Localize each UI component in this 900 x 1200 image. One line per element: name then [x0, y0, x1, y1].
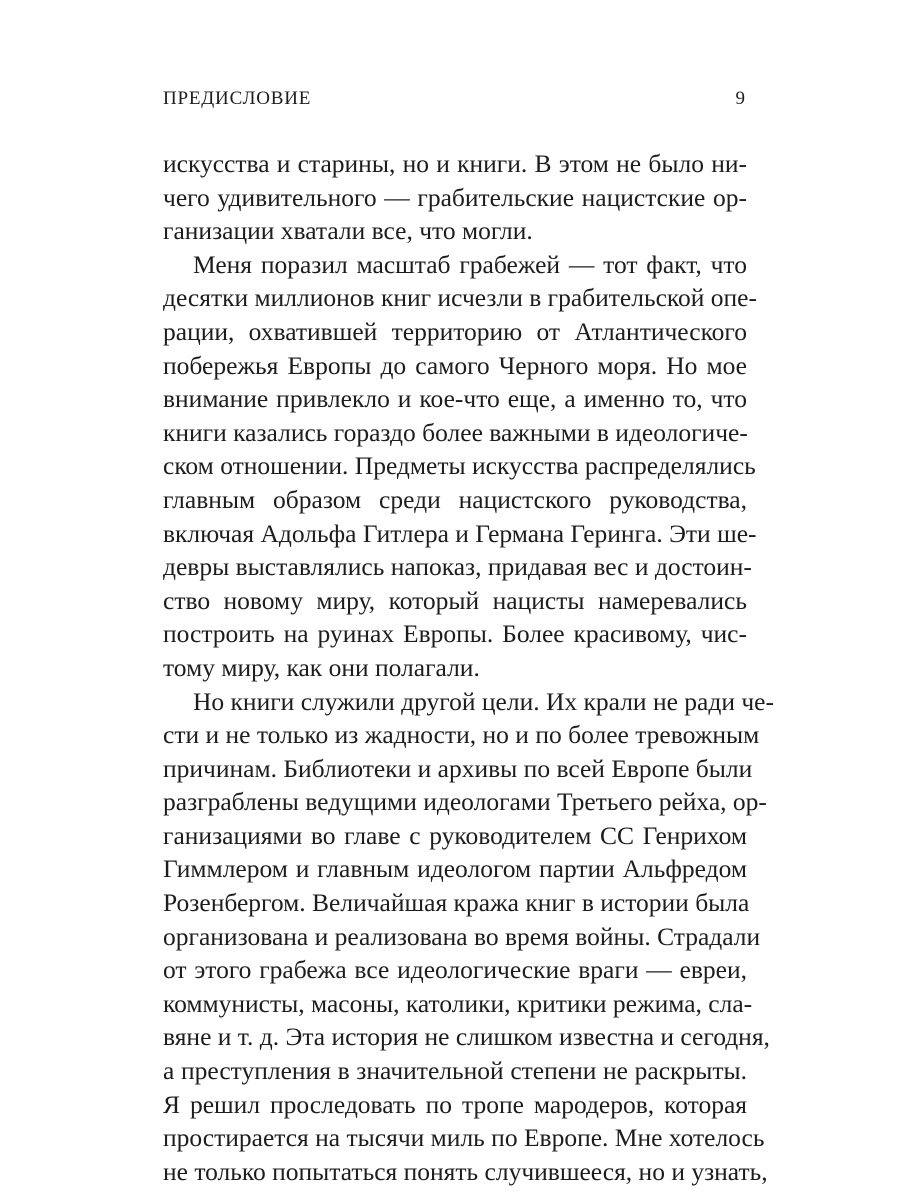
text-line: построить на руинах Европы. Более красивому, чис- — [163, 619, 747, 649]
text-line: ганизации хватали все, что могли. — [163, 216, 533, 246]
text-line: главным образом среди нацистского руководства, — [163, 484, 747, 514]
section-title: ПРЕДИСЛОВИЕ — [163, 88, 312, 109]
text-line: ском отношении. Предметы искусства распределялись — [163, 451, 756, 481]
text-line: рации, охватившей территорию от Атлантического — [163, 316, 747, 346]
text-line: девры выставлялись напоказ, придавая вес и достоин- — [163, 552, 752, 582]
text-line: чего удивительного — грабительские нацистские ор- — [163, 182, 747, 212]
running-header — [163, 84, 745, 114]
body-text — [163, 147, 774, 1188]
page-number: 9 — [735, 88, 745, 109]
text-line: книги казались гораздо более важными в идеологиче- — [163, 417, 748, 447]
text-line: вяне и т. д. Эта история не слишком известна и сегодня, — [163, 1022, 770, 1052]
paragraph — [163, 685, 774, 1189]
text-line: Розенбергом. Величайшая кража книг в истории была — [163, 888, 750, 918]
text-line: искусства и старины, но и книги. В этом не было ни- — [163, 149, 747, 178]
text-line: не только попытаться понять случившееся, но и узнать, — [163, 1156, 768, 1186]
text-line: тому миру, как они полагали. — [163, 652, 480, 682]
text-line: простирается на тысячи миль по Европе. Мне хотелось — [163, 1123, 765, 1153]
text-line: Меня поразил масштаб грабежей — тот факт, что — [193, 249, 747, 279]
paragraph — [163, 248, 757, 685]
text-line: причинам. Библиотеки и архивы по всей Европе были — [163, 753, 753, 783]
text-line: внимание привлекло и кое-что еще, а именно то, что — [163, 384, 747, 414]
text-line: побережья Европы до самого Черного моря. Но мое — [163, 350, 747, 380]
text-line: а преступления в значительной степени не раскрыты. — [163, 1056, 747, 1086]
text-line: коммунисты, масоны, католики, критики режима, сла- — [163, 988, 753, 1018]
text-line: ганизациями во главе с руководителем СС Генрихом — [163, 820, 747, 850]
text-line: Я решил проследовать по тропе мародеров, которая — [163, 1089, 747, 1119]
text-line: Гиммлером и главным идеологом партии Альфредом — [163, 854, 747, 884]
text-line: сти и не только из жадности, но и по более тревожным — [163, 720, 760, 750]
text-line: организована и реализована во время войны. Страдали — [163, 921, 761, 951]
text-line: от этого грабежа все идеологические враги — евреи, — [163, 955, 747, 985]
text-line: включая Адольфа Гитлера и Германа Геринга. Эти ше- — [163, 518, 757, 548]
paragraph — [163, 147, 747, 248]
text-line: Но книги служили другой цели. Их крали не ради че- — [193, 686, 774, 716]
text-line: десятки миллионов книг исчезли в грабительской опе- — [163, 283, 757, 313]
text-line: разграблены ведущими идеологами Третьего рейха, ор- — [163, 787, 767, 817]
text-line: ство новому миру, который нацисты намеревались — [163, 585, 747, 615]
